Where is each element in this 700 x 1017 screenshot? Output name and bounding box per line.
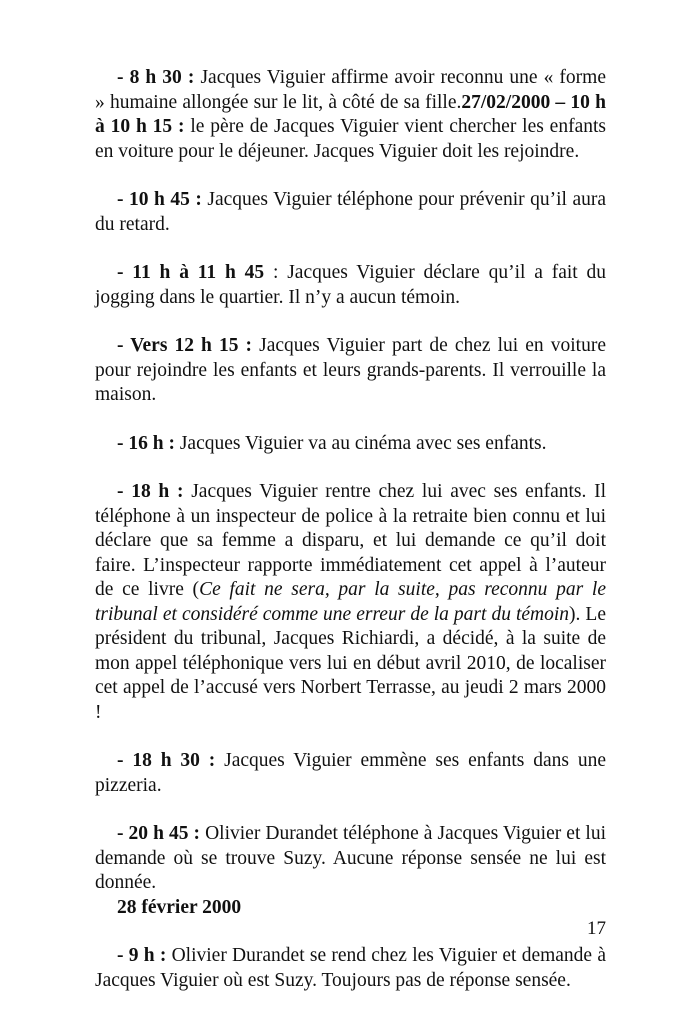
timeline-paragraph <box>95 432 606 457</box>
timeline-paragraph <box>95 334 606 408</box>
body-text: Jacques Viguier téléphone pour prévenir qu’il aura du retard. <box>95 189 607 235</box>
bold-text: - 11 h à 11 h 45 <box>117 262 265 283</box>
bold-text: - 20 h 45 : <box>117 823 201 844</box>
bold-text: - 9 h : <box>117 945 167 966</box>
body-text: le père de Jacques Viguier vient chercher les enfants en voiture pour le déjeuner. Jacques Viguier doit les rejoindre. <box>95 116 606 162</box>
bold-text: 28 février 2000 <box>117 896 242 918</box>
body-text: Jacques Viguier affirme avoir reconnu une « forme » humaine allongée sur le lit, à côté de sa fille. <box>95 67 606 113</box>
bold-text: - 18 h : <box>117 481 184 502</box>
date-heading <box>95 896 606 921</box>
body-text: Jacques Viguier part de chez lui en voiture pour rejoindre les enfants et leurs grands-parents. Il verrouille la maison. <box>95 335 606 405</box>
timeline-paragraph <box>95 66 606 164</box>
timeline-paragraph <box>95 822 606 896</box>
timeline-paragraph <box>95 261 606 310</box>
timeline-paragraph <box>95 188 606 237</box>
timeline-paragraph <box>95 749 606 798</box>
page-number: 17 <box>587 918 606 939</box>
italic-text: Ce fait ne sera, par la suite, pas reconnu par le tribunal et considéré comme une erreur de la part du témoin <box>95 579 606 625</box>
bold-text: - 16 h : <box>117 432 175 454</box>
body-text: Olivier Durandet téléphone à Jacques Viguier et lui demande où se trouve Suzy. Aucune réponse sensée ne lui est donnée. <box>95 823 606 893</box>
bold-text: 27/02/2000 – 10 h à 10 h 15 : <box>95 91 606 137</box>
body-text: ). Le président du tribunal, Jacques Richiardi, a décidé, à la suite de mon appel téléphonique vers lui en début avril 2010, de localiser cet appel de l’accusé vers Norbert Terrasse, au jeudi 2 mars 2000 ! <box>95 603 607 723</box>
timeline-paragraph <box>95 480 606 725</box>
body-text: Olivier Durandet se rend chez les Viguier et demande à Jacques Viguier où est Suzy. Toujours pas de réponse sensée. <box>95 945 606 991</box>
body-text: : Jacques Viguier déclare qu’il a fait du jogging dans le quartier. Il n’y a aucun témoin. <box>95 262 606 308</box>
bold-text: - 8 h 30 : <box>117 67 195 88</box>
bold-text: - 10 h 45 : <box>117 189 202 210</box>
document-body <box>95 66 606 1017</box>
body-text: Jacques Viguier rentre chez lui avec ses enfants. Il téléphone à un inspecteur de police à la retraite bien connu et lui déclare que sa femme a disparu, et lui demande ce qu’il doit faire. L’inspecteur rapporte immédiatement cet appel à l’auteur de ce livre ( <box>95 481 606 600</box>
bold-text: - Vers 12 h 15 : <box>117 335 253 356</box>
body-text: Jacques Viguier va au cinéma avec ses enfants. <box>174 432 547 454</box>
bold-text: - 18 h 30 : <box>117 750 216 771</box>
timeline-paragraph <box>95 944 606 993</box>
body-text: Jacques Viguier emmène ses enfants dans une pizzeria. <box>95 750 606 796</box>
